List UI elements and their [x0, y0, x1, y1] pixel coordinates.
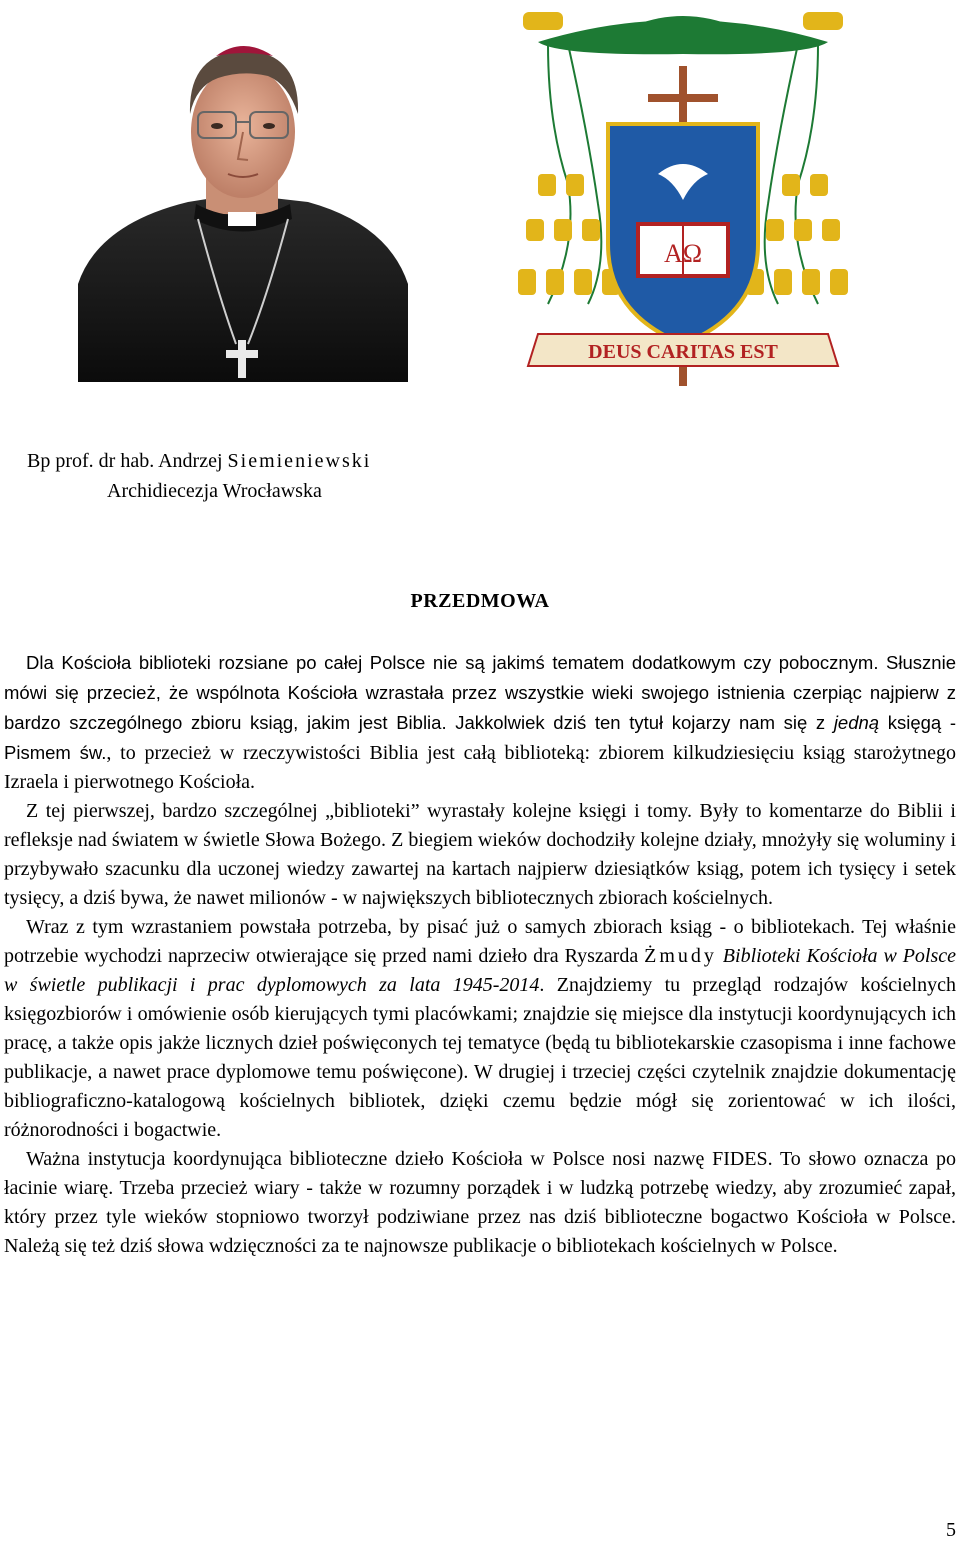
- portrait-illustration: [78, 14, 408, 382]
- body-text: [4, 648, 956, 1261]
- author-surname: Siemieniewski: [227, 450, 372, 472]
- coat-of-arms-illustration: [508, 4, 858, 390]
- paragraph-1-text: Dla Kościoła biblioteki rozsiane po całej Polsce nie są jakimś tematem dodatkowym czy pobocznym. Słusznie mówi się przecież, że wspólnota Kościoła wzrastała przez wszystkie wieki swojego istnienia czerpiąc najpierw z bardzo szczególnego zbioru ksiąg, jakim jest Biblia. Jakkolwiek dziś ten tytuł kojarzy nam się z: [4, 652, 956, 733]
- coat-of-arms: [508, 4, 858, 390]
- paragraph-3-author: Żmudy: [644, 945, 717, 967]
- author-block: [27, 446, 371, 506]
- author-name: [27, 446, 371, 476]
- paragraph-3-text: Wraz z tym wzrastaniem powstała potrzeba, by pisać już o samych zbiorach ksiąg - o bibliotekach. Tej właśnie potrzebie wychodzi naprzeciw otwierające się przed nami dzieło dra Ryszarda: [4, 916, 956, 967]
- shield-letters: AΩ: [663, 239, 703, 268]
- paragraph-3-book-title: Biblioteki Kościoła w Polsce w świetle publikacji i prac dyplomowych za lata 1945-2014: [4, 945, 957, 996]
- author-diocese: Archidiecezja Wrocławska: [107, 480, 322, 502]
- motto-text: DEUS CARITAS EST: [588, 341, 778, 363]
- paragraph-2: Z tej pierwszej, bardzo szczególnej „biblioteki” wyrastały kolejne księgi i tomy. Były to komentarze do Biblii i refleksje nad światem w świetle Słowa Bożego. Z biegiem wieków dochodziły kolejne działy, mnożyły się woluminy i przybywało szacunku dla uczonej wiedzy zawartej na kartach najpierw dziesiątków ksiąg, potem ich tysięcy i setek tysięcy, a dziś bywa, że nawet milionów - w największych bibliotecznych zbiorach kościelnych.: [4, 800, 956, 909]
- paragraph-1-emphasis: jedną: [833, 712, 880, 733]
- paragraph-3-text-2: . Znajdziemy tu przegląd rodzajów kościelnych księgozbiorów i omówienie osób kierujących tymi placówkami; znajdzie się miejsce dla instytucji koordynujących ich pracę, a także opis jakże licznych dzieł poświęconych tej tematyce (będą tu bibliotekarskie czasopisma i inne fachowe publikacje, a nawet prace dyplomowe temu poświęcone). W drugiej i trzeciej części czytelnik znajdzie dokumentację bibliograficzno-katalogową kościelnych bibliotek, dzięki czemu będzie mógł się zorientować w ich ilości, różnorodności i bogactwie.: [4, 974, 956, 1141]
- portrait-photo: [78, 14, 408, 382]
- author-prefix: Bp prof. dr hab. Andrzej: [27, 450, 228, 472]
- page-number: 5: [946, 1519, 956, 1541]
- page-title: PRZEDMOWA: [410, 590, 550, 612]
- paragraph-3: [4, 913, 956, 1145]
- paragraph-1-text-3: , to przecież w rzeczywistości Biblia jest całą biblioteką: zbiorem kilkudziesięciu ksiąg starożytnego Izraela i pierwotnego Kościoła.: [4, 742, 956, 793]
- paragraph-1: [4, 648, 956, 797]
- paragraph-4: Ważna instytucja koordynująca biblioteczne dzieło Kościoła w Polsce nosi nazwę FIDES. To słowo oznacza po łacinie wiarę. Trzeba przecież wiary - także w rozumny porządek i w ludzką potrzebę wiedzy, aby zrozumieć zapał, który przez tyle wieków stopniowo tworzył podziwiane przez nas dziś biblioteczne bogactwo Kościoła w Polsce. Należą się też dziś słowa wdzięczności za te najnowsze publikacje o bibliotekach kościelnych w Polsce.: [4, 1148, 956, 1257]
- paragraph-1-text-2: księgą - Pismem św.: [4, 712, 956, 763]
